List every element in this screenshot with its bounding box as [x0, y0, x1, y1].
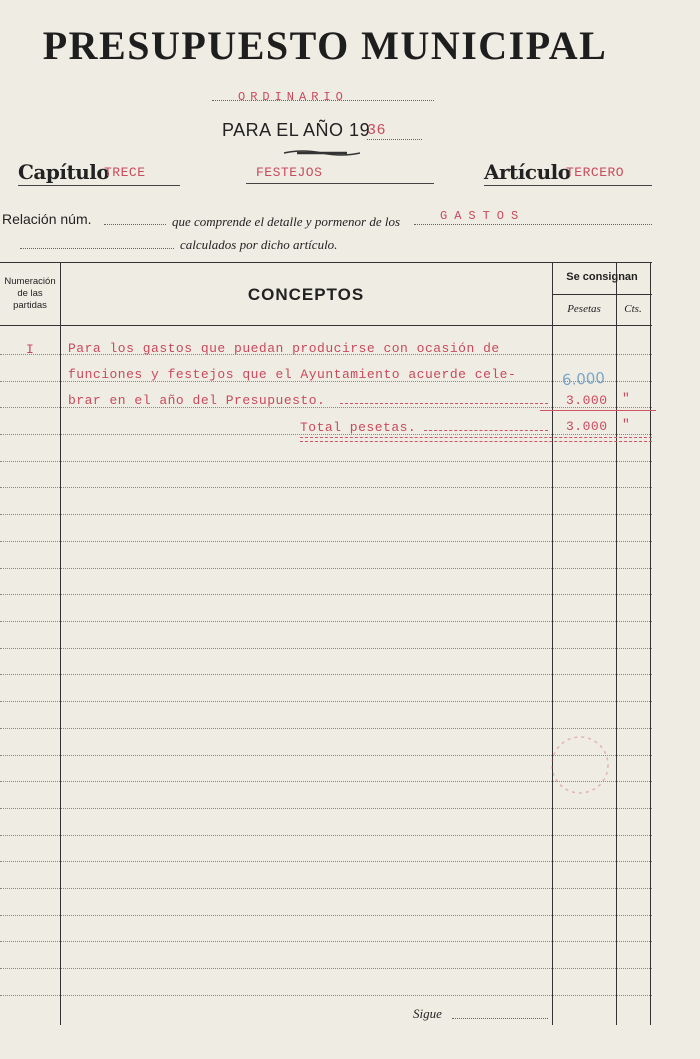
ruled-row-line	[0, 915, 652, 916]
col-header-cts: Cts.	[624, 303, 642, 315]
entry-amount: 3.000	[566, 393, 608, 408]
relacion-text-1: que comprende el detalle y pormenor de los	[172, 214, 401, 229]
ruled-row-line	[0, 594, 652, 595]
relacion-label: Relación núm.	[2, 211, 92, 227]
relacion-line-2	[20, 248, 174, 249]
ruled-row-line	[0, 941, 652, 942]
table-right-border	[650, 262, 651, 1025]
ruled-row-line	[0, 968, 652, 969]
ruled-row-line	[0, 568, 652, 569]
ruled-row-line	[0, 487, 652, 488]
sigue-line	[452, 1018, 548, 1019]
faint-stamp	[540, 730, 620, 800]
total-label: Total pesetas.	[300, 420, 417, 435]
col-divider-concept	[60, 262, 61, 1025]
year-label: PARA EL AÑO 19	[222, 120, 371, 140]
capitulo-label: Capítulo	[18, 160, 110, 184]
handwritten-amount: 6.000	[561, 368, 606, 390]
ruled-row-line	[0, 514, 652, 515]
page-title: PRESUPUESTO MUNICIPAL	[42, 23, 608, 68]
ruled-row-line	[0, 461, 652, 462]
ruled-row-line	[0, 995, 652, 996]
articulo-line	[484, 185, 652, 186]
amount-header-rule	[552, 294, 652, 295]
entry-leader-dashes	[340, 403, 548, 404]
ruled-row-line	[0, 701, 652, 702]
total-underline-1	[300, 437, 652, 438]
concepto-value: FESTEJOS	[256, 165, 323, 180]
total-leader-dashes	[424, 430, 548, 431]
header-bottom-rule	[0, 325, 652, 326]
ruled-row-line	[0, 648, 652, 649]
entry-line-3: brar en el año del Presupuesto.	[68, 393, 326, 408]
col-header-consignan: Se consignan	[566, 271, 638, 283]
ruled-row-line	[0, 541, 652, 542]
col-header-conceptos: CONCEPTOS	[247, 285, 365, 304]
total-amount: 3.000	[566, 419, 608, 434]
total-underline-2	[300, 441, 652, 442]
col-divider-pesetas	[552, 262, 553, 1025]
ruled-row-line	[0, 621, 652, 622]
concepto-line	[246, 183, 434, 184]
ornament-divider	[282, 148, 362, 158]
relacion-num-line	[104, 224, 166, 225]
entry-number: I	[26, 342, 35, 357]
ruled-row-line	[0, 888, 652, 889]
entry-line-2: funciones y festejos que el Ayuntamiento acuerde cele-	[68, 367, 517, 382]
col-header-numeracion: Numeración de las partidas	[4, 276, 56, 311]
ruled-row-line	[0, 728, 652, 729]
sigue-label: Sigue	[413, 1006, 442, 1021]
relacion-value: GASTOS	[440, 209, 526, 223]
col-header-pesetas: Pesetas	[567, 303, 601, 315]
relacion-text-2: calculados por dicho artículo.	[180, 237, 338, 252]
amount-sum-rule	[540, 410, 656, 411]
col-divider-cts	[616, 262, 617, 1025]
total-cts: "	[622, 417, 631, 432]
entry-line-1: Para los gastos que puedan producirse con ocasión de	[68, 341, 500, 356]
relacion-value-line	[414, 224, 652, 225]
articulo-label: Artículo	[484, 160, 571, 184]
ruled-row-line	[0, 861, 652, 862]
articulo-value: TERCERO	[566, 165, 625, 180]
ruled-row-line	[0, 674, 652, 675]
year-value: 36	[367, 122, 422, 140]
capitulo-line	[18, 185, 180, 186]
ruled-row-line	[0, 808, 652, 809]
ruled-row-line	[0, 835, 652, 836]
capitulo-value: TRECE	[104, 165, 146, 180]
entry-cts: "	[622, 391, 631, 406]
budget-type: ORDINARIO	[238, 90, 348, 104]
